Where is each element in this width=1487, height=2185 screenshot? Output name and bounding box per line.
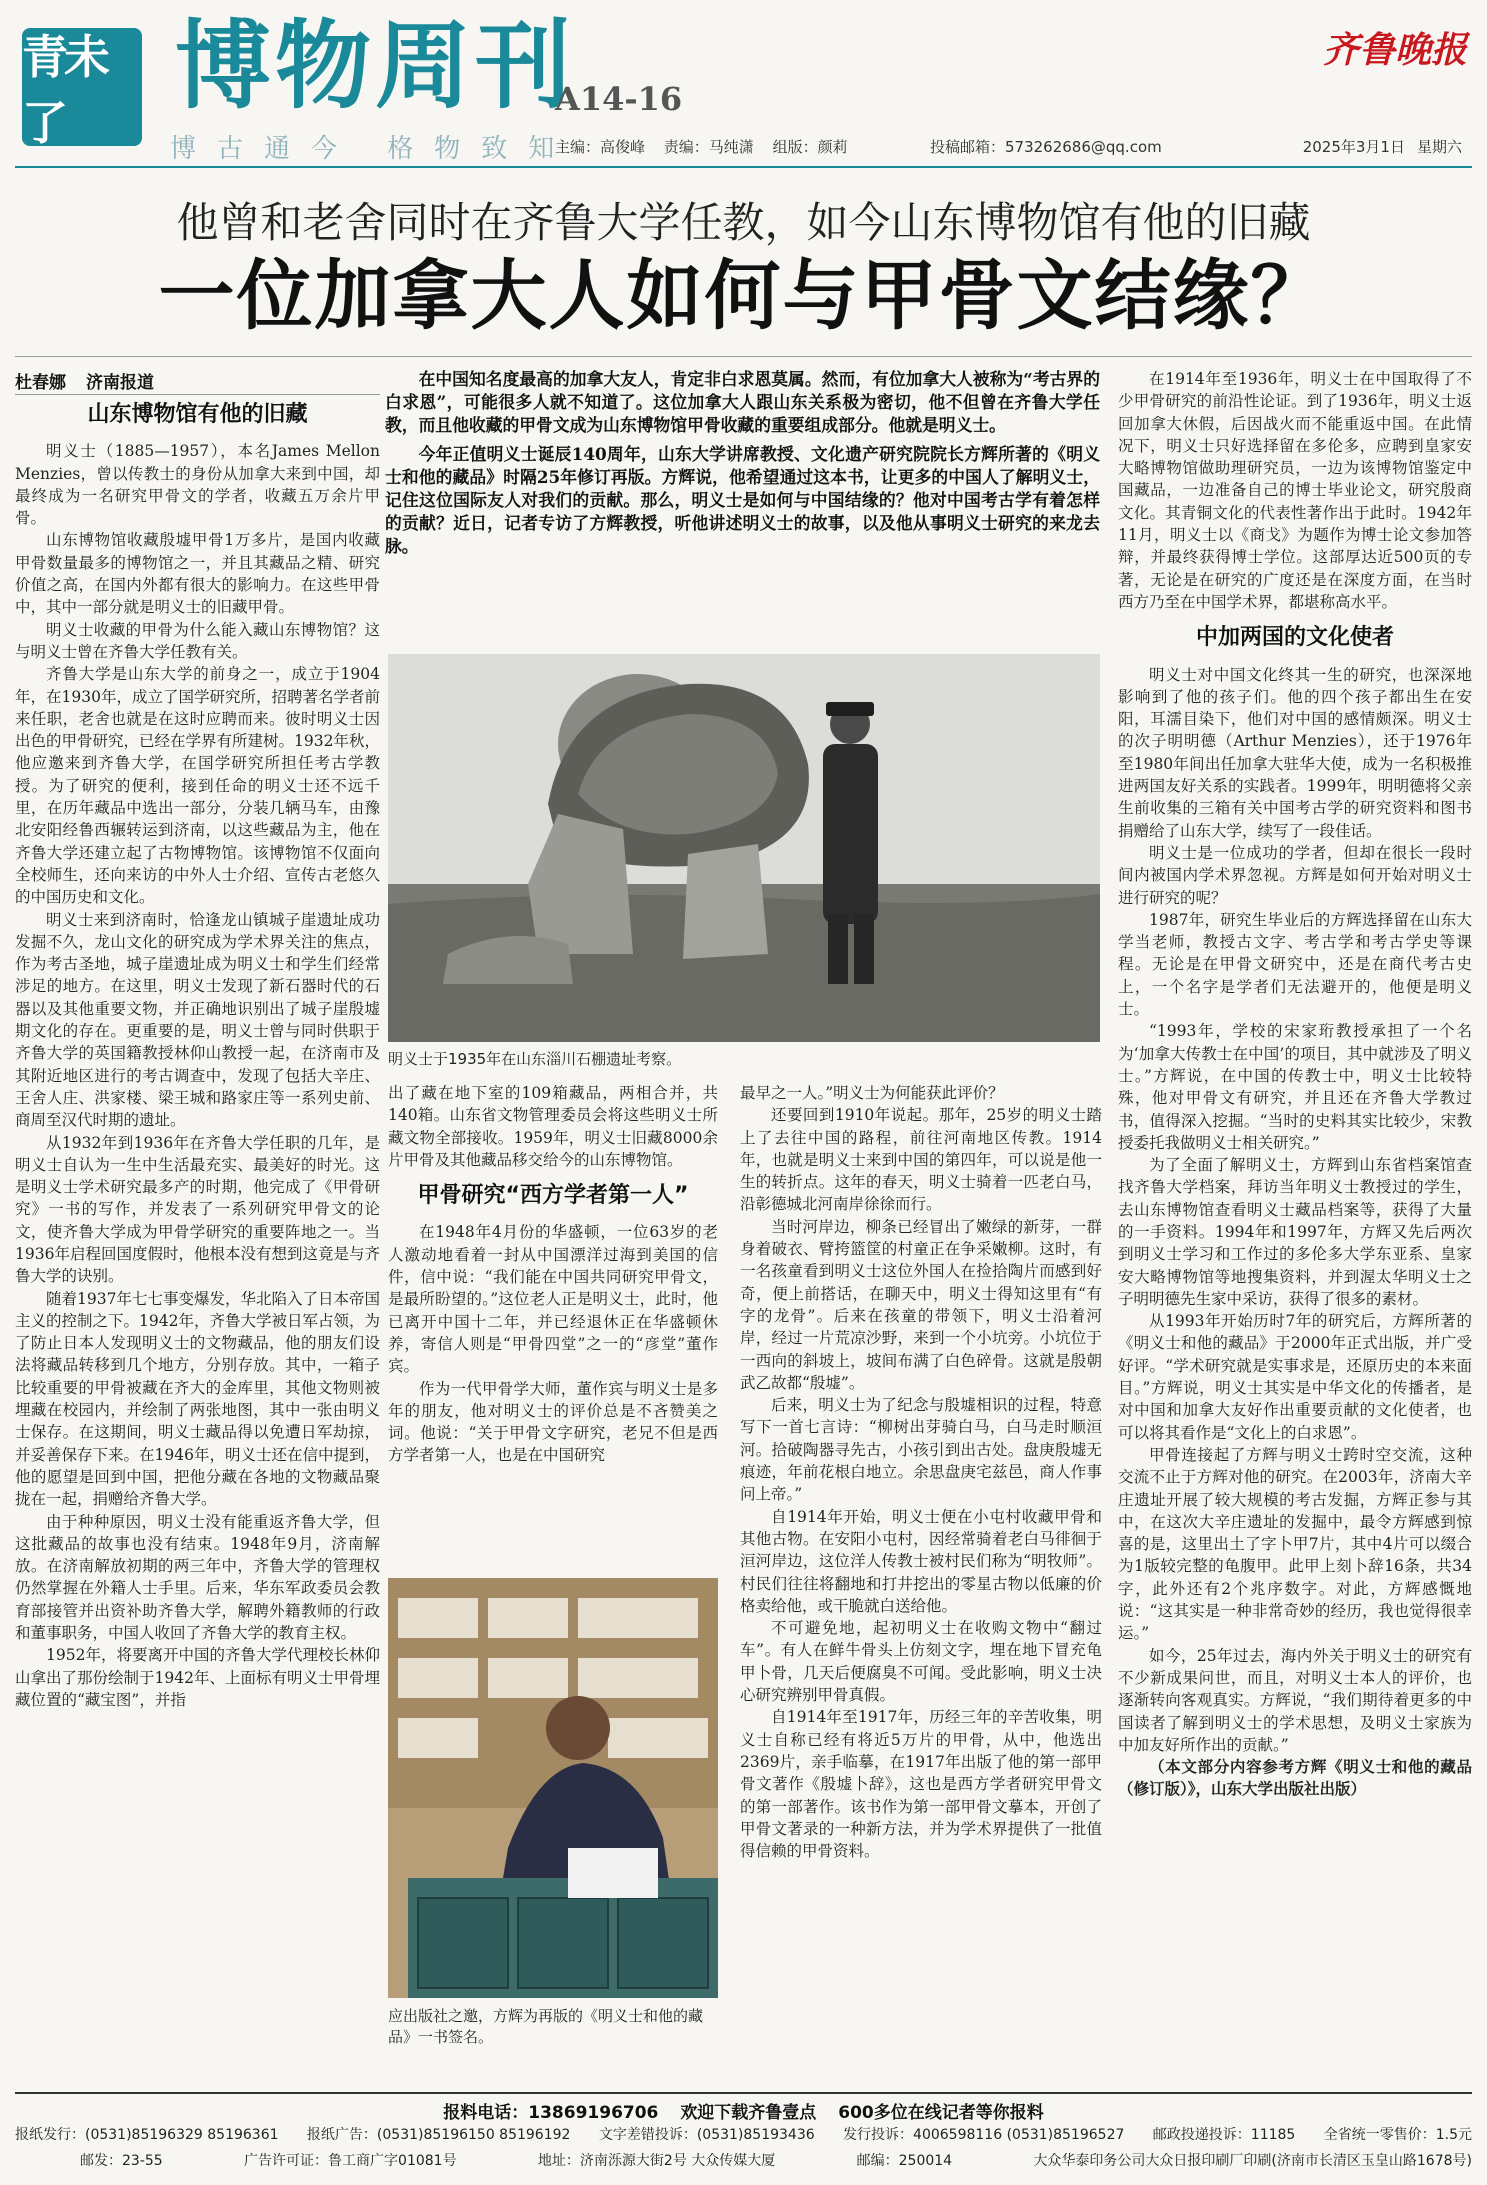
issue-date [1291, 136, 1462, 157]
byline-divider [15, 394, 380, 395]
section-motto: 博古通今 格物致知 [170, 134, 576, 164]
paragraph: 最早之一人。”明义士为何能获此评价？ [740, 1084, 1004, 1102]
paragraph: 还要回到1910年说起。那年，25岁的明义士踏上了去往中国的路程，前往河南地区传教。1914年，也就是明义士来到中国的第四年，可以说是他一生的转折点。这年的春天，明义士骑着一匹老白马，沿彰德城北河南岸徐徐而行。 [740, 1106, 1102, 1214]
paragraph: 在1948年4月份的华盛顿，一位63岁的老人激动地看着一封从中国漂洋过海到美国的信件，信中说：“我们能在中国共同研究甲骨文，是最所盼望的。”这位老人正是明义士，此时，他已离开中国十二年，并已经退休正在华盛顿休养，寄信人则是“甲骨四堂”之一的“彦堂”董作宾。 [388, 1223, 718, 1376]
author: 杜春娜 [15, 373, 66, 393]
paragraph: 不可避免地，起初明义士在收购文物中“翻过车”。有人在鲜牛骨头上仿刻文字，埋在地下冒充龟甲卜骨，几天后便腐臭不可闻。受此影响，明义士决心研究辨别甲骨真假。 [740, 1619, 1102, 1705]
footer-item: 邮政投递投诉：11185 [1152, 2127, 1296, 2143]
footer-item: 全省统一零售价：1.5元 [1323, 2127, 1472, 2143]
paragraph: 作为一代甲骨学大师，董作宾与明义士是多年的朋友，他对明义士的评价总是不吝赞美之词。他说：“关于甲骨文字研究，老兄不但是西方学者第一人，也是在中国研究 [388, 1379, 718, 1465]
section-title: 博物周刊 [175, 10, 575, 122]
paragraph: 明义士对中国文化终其一生的研究，也深深地影响到了他的孩子们。他的四个孩子都出生在安阳，耳濡目染下，他们对中国的感情颇深。明义士的次子明明德（Arthur Menzies），还于1976年至1980年间出任加拿大驻华大使，成为一名积极推进两国友好关系的实践者。1999年，明明德将父亲生前收集的三箱有关中国考古学的研究资料和图书捐赠给了山东大学，续写了一段佳话。 [1118, 665, 1472, 840]
footer-item: 邮编：250014 [856, 2153, 953, 2169]
paragraph: 从1993年开始历时7年的研究后，方辉所著的《明义士和他的藏品》于2000年正式出版，并广受好评。“学术研究就是实事求是，还原历史的本来面目。”方辉说，明义士其实是中华文化的传播者，是对中国和加拿大友好作出重要贡献的文化使者，也可以将其看作是“文化上的白求恩”。 [1118, 1312, 1472, 1442]
footer-item: 广告许可证：鲁工商广字01081号 [244, 2153, 457, 2169]
paragraph: 山东博物馆收藏殷墟甲骨1万多片，是国内收藏甲骨数量最多的博物馆之一，并且其藏品之精、研究价值之高，在国内外都有很大的影响力。在这些甲骨中，其中一部分就是明义士的旧藏甲骨。 [15, 531, 380, 617]
book-signing-illustration [388, 1578, 718, 1998]
lead-paragraph: 今年正值明义士诞辰140周年，山东大学讲席教授、文化遗产研究院院长方辉所著的《明义士和他的藏品》时隔25年修订再版。方辉说，他希望通过这本书，让更多的中国人了解明义士，记住这位国际友人对我们的贡献。那么，明义士是如何与中国结缘的？他对中国考古学有着怎样的贡献？近日，记者专访了方辉教授，听他讲述明义士的故事，以及他从事明义士研究的来龙去脉。 [385, 444, 1100, 556]
paragraph: 甲骨连接起了方辉与明义士跨时空交流，这种交流不止于方辉对他的研究。在2003年，济南大辛庄遗址开展了较大规模的考古发掘，方辉正参与其中，在这次大辛庄遗址的发掘中，最令方辉感到惊喜的是，这里出土了字卜甲7片，其中4片可以缀合为1版较完整的龟腹甲。此甲上刻卜辞16条，共34字，此外还有2个兆序数字。对此，方辉感慨地说：“这其实是一种非常奇妙的经历，我也觉得很幸运。” [1118, 1445, 1472, 1643]
tip-phone: 报料电话：13869196706 [443, 2103, 659, 2123]
paragraph: 1987年，研究生毕业后的方辉选择留在山东大学当老师，教授古文字、考古学和考古学史等课程。无论是在甲骨文研究中，还是在商代考古史上，一个名字是学者们无法避开的，他便是明义士。 [1118, 910, 1472, 1019]
masthead-divider [15, 166, 1472, 168]
photo-caption: 明义士于1935年在山东淄川石棚遗址考察。 [388, 1050, 682, 1068]
paragraph: 出了藏在地下室的109箱藏品，两相合并，共140箱。山东省文物管理委员会将这些明义士所藏文物全部接收。1959年，明义士旧藏8000余片甲骨及其他藏品移交给今的山东博物馆。 [388, 1084, 718, 1169]
article-column-3 [740, 1082, 1102, 1862]
main-headline: 一位加拿大人如何与甲骨文结缘？ [158, 251, 1329, 340]
subheading: 甲骨研究“西方学者第一人” [417, 1183, 689, 1209]
paragraph: 后来，明义士为了纪念与殷墟相识的过程，特意写下一首七言诗：“柳树出芽骑白马，白马走时顺洹河。拾破陶器寻先古，小孩引到出古处。盘庚殷墟无痕迹，年前花根白地立。余思盘庚宅兹邑，商人作事问上帝。” [740, 1396, 1102, 1504]
paragraph: 从1932年到1936年在齐鲁大学任职的几年，是明义士自认为一生中生活最充实、最美好的时光。这是明义士学术研究最多产的时期，他完成了《甲骨研究》一书的写作，并发表了一系列研究甲骨文的论文，使齐鲁大学成为甲骨学研究的重要阵地之一。当1936年启程回国度假时，他根本没有想到这竟是与齐鲁大学的诀别。 [15, 1133, 380, 1286]
footer-item: 报纸广告：(0531)85196150 85196192 [306, 2127, 571, 2143]
article-column-2 [388, 1082, 718, 1467]
footer-publication-info [80, 2150, 1472, 2170]
paragraph: 在1914年至1936年，明义士在中国取得了不少甲骨研究的前沿性论证。到了1936年，明义士返回加拿大休假，后因战火而不能重返中国。在此情况下，明义士只好选择留在多伦多，应聘到皇家安大略博物馆做助理研究员，一边为该博物馆鉴定中国藏品，一边准备自己的博士毕业论文，研究殷商文化。其青铜文化的代表性著作出于此时。1942年11月，明义士以《商戈》为题作为博士论文参加答辩，并最终获得博士学位。这部厚达近500页的专著，无论是在研究的广度还是在深度方面，在当时西方乃至在中国学术界，都堪称高水平。 [1118, 370, 1472, 611]
paragraph: 明义士来到济南时，恰逢龙山镇城子崖遗址成功发掘不久，龙山文化的研究成为学术界关注的焦点，作为考古圣地，城子崖遗址成为明义士和学生们经常涉足的地方。在这里，明义士发现了新石器时代的石器以及其他重要文物，并正确地识别出了城子崖殷墟期文化的存在。更重要的是，明义士曾与同时供职于齐鲁大学的英国籍教授林仰山教授一起，在济南市及其附近地区进行的考古调查中，发现了包括大辛庄、王舍人庄、洪家楼、梁王城和路家庄等一系列史前、商周至汉代时期的遗址。 [15, 910, 380, 1130]
article-column-1 [15, 404, 380, 1711]
reference-note: （本文部分内容参考方辉《明义士和他的藏品（修订版）》，山东大学出版社出版） [1118, 1757, 1472, 1799]
paragraph: “1993年，学校的宋家珩教授承担了一个名为‘加拿大传教士在中国’的项目，其中就涉及了明义士。”方辉说，在中国的传教士中，明义士比较特殊，他对甲骨文有研究，并且还在齐鲁大学教过书，值得深入挖掘。“当时的史料其实比较少，宋教授委托我做明义士相关研究。” [1118, 1022, 1472, 1152]
headline-divider [15, 356, 1472, 357]
footer-contacts [15, 2124, 1472, 2144]
subheading: 山东博物馆有他的旧藏 [87, 402, 308, 427]
paragraph: 由于种种原因，明义士没有能重返齐鲁大学，但这批藏品的故事也没有结束。1948年9月，济南解放。在济南解放初期的两三年中，齐鲁大学的管理权仍然掌握在外籍人士手里。后来，华东军政委员会教育部接管并出资补助齐鲁大学，解聘外籍教师的行政和董事职务，中国人收回了齐鲁大学的教育主权。 [15, 1512, 380, 1643]
paragraph: 齐鲁大学是山东大学的前身之一，成立于1904年，在1930年，成立了国学研究所，招聘著名学者前来任职，老舍也就是在这时应聘而来。彼时明义士因出色的甲骨研究，已经在学界有所建树。1932年秋，他应邀来到齐鲁大学，在国学研究所担任考古学教授。为了研究的便利，接到任命的明义士还不远千里，在历年藏品中选出一部分，分装几辆马车，由豫北安阳经鲁西辗转运到济南，以这些藏品为主，他在齐鲁大学还建立起了古物博物馆。该博物馆不仅面向全校师生，还向来访的中外人士介绍、宣传古老悠久的中国历史和文化。 [15, 665, 380, 907]
responsible-editor: 责编：马纯潇 [663, 138, 754, 156]
paragraph: 自1914年开始，明义士便在小屯村收藏甲骨和其他古物。在安阳小屯村，因经常骑着老白马徘徊于洹河岸边，这位洋人传教士被村民们称为“明牧师”。村民们往往将翻地和打井挖出的零星古物以低廉的价格卖给他，或干脆就白送给他。 [740, 1507, 1102, 1615]
logo-text: 青未了 [22, 30, 106, 150]
reporter-promo: 600多位在线记者等你报料 [838, 2103, 1044, 2123]
kicker-headline: 他曾和老舍同时在齐鲁大学任教，如今山东博物馆有他的旧藏 [176, 198, 1311, 247]
section-logo [22, 28, 142, 150]
paragraph: 当时河岸边，柳条已经冒出了嫩绿的新芽，一群身着破衣、臂挎篮筐的村童正在争采嫩柳。这时，有一名孩童看到明义士这位外国人在捡拾陶片而感到好奇，便上前搭话，在聊天中，明义士得知这里有“有字的龙骨”。后来在孩童的带领下，明义士沿着河岸，经过一片荒凉沙野，来到一个小坑旁。小坑位于一西向的斜坡上，坡间布满了白色碎骨。这就是殷朝武乙故都“殷墟”。 [740, 1217, 1102, 1392]
footer-item: 报纸发行：(0531)85196329 85196361 [15, 2127, 279, 2143]
author-signing-photo [388, 1578, 718, 1998]
editor-credits [555, 136, 862, 157]
footer-item: 地址：济南泺源大街2号 大众传媒大厦 [537, 2153, 776, 2169]
subheading: 中加两国的文化使者 [1195, 625, 1394, 651]
paragraph: 为了全面了解明义士，方辉到山东省档案馆查找齐鲁大学档案，拜访当年明义士教授过的学生，去山东博物馆查看明义士藏品档案等，获得了大量的一手资料。1994年和1997年，方辉又先后两次到明义士学习和工作过的多伦多大学东亚系、皇家安大略博物馆等地搜集资料，并到渥太华明义士之子明明德先生家中采访，获得了很多的素材。 [1118, 1156, 1472, 1308]
weekday: 星期六 [1416, 138, 1462, 156]
paragraph: 明义士（1885—1957），本名James Mellon Menzies，曾以传教士的身份从加拿大来到中国，却最终成为一名研究甲骨文的学者，收藏五万余片甲骨。 [15, 442, 380, 528]
footer-divider [15, 2092, 1472, 2094]
paragraph: 自1914年至1917年，历经三年的辛苦收集，明义士自称已经有将近5万片的甲骨，从中，他选出2369片，亲手临摹，在1917年出版了他的第一部甲骨文著作《殷墟卜辞》，这也是西方学者研究甲骨文的第一部著作。该书作为第一部甲骨文摹本，开创了甲骨文著录的一种新方法，并为学术界提供了一批值得信赖的甲骨资料。 [740, 1708, 1102, 1861]
newspaper-brand: 齐鲁晚报 [1322, 29, 1467, 71]
paragraph: 明义士是一位成功的学者，但却在很长一段时间内被国内学术界忽视。方辉是如何开始对明义士进行研究的呢？ [1118, 843, 1472, 907]
layout-editor: 组版：颜莉 [772, 138, 848, 156]
dolmen-photo-illustration [388, 654, 1100, 1042]
article-lead [385, 368, 1100, 564]
footer-item: 邮发：23-55 [80, 2153, 163, 2169]
submission-email: 投稿邮箱：573262686@qq.com [930, 138, 1162, 156]
byline [15, 368, 380, 393]
footer-hotline [0, 2098, 1487, 2123]
article-column-4 [1118, 368, 1472, 1801]
page-code: A14-16 [555, 80, 683, 118]
footer-item: 文字差错投诉：(0531)85193436 [598, 2127, 815, 2143]
dateline: 济南报道 [86, 373, 154, 393]
archival-photo [388, 654, 1100, 1042]
date: 2025年3月1日 [1302, 138, 1405, 156]
footer-item: 大众华泰印务公司大众日报印刷厂印刷(济南市长清区玉皇山路1678号) [1033, 2153, 1472, 2169]
paragraph: 如今，25年过去，海内外关于明义士的研究有不少新成果问世，而且，对明义士本人的评价，也逐渐转向客观真实。方辉说，“我们期待着更多的中国读者了解到明义士的学术思想，及明义士家族为中加友好所作出的贡献。” [1118, 1646, 1472, 1754]
paragraph: 明义士收藏的甲骨为什么能入藏山东博物馆？这与明义士曾在齐鲁大学任教有关。 [15, 620, 380, 661]
paragraph: 随着1937年七七事变爆发，华北陷入了日本帝国主义的控制之下。1942年，齐鲁大学被日军占领，为了防止日本人发现明义士的文物藏品，他的朋友们设法将藏品转移到几个地方，分别存放。其中，一箱子比较重要的甲骨被藏在齐大的金库里，其他文物则被埋藏在校园内，并绘制了两张地图，其中一张由明义士保存。在这期间，明义士藏品得以免遭日军劫掠，并妥善保存下来。在1946年，明义士还在信中提到，他的愿望是回到中国，把他分藏在各地的文物藏品聚拢在一起，捐赠给齐鲁大学。 [15, 1289, 380, 1509]
editor: 主编：高俊峰 [555, 138, 646, 156]
app-promo: 欢迎下载齐鲁壹点 [680, 2103, 817, 2123]
photo-caption: 应出版社之邀，方辉为再版的《明义士和他的藏品》一书签名。 [388, 2007, 704, 2046]
footer-item: 发行投诉：4006598116 (0531)85196527 [843, 2127, 1125, 2143]
lead-paragraph: 在中国知名度最高的加拿大友人，肯定非白求恩莫属。然而，有位加拿大人被称为“考古界的白求恩”，可能很多人就不知道了。这位加拿大人跟山东关系极为密切，他不但曾在齐鲁大学任教，而且他收藏的甲骨文成为山东博物馆甲骨收藏的重要组成部分。他就是明义士。 [385, 369, 1100, 435]
paragraph: 1952年，将要离开中国的齐鲁大学代理校长林仰山拿出了那份绘制于1942年、上面标有明义士甲骨埋藏位置的“藏宝图”，并指 [15, 1646, 380, 1709]
